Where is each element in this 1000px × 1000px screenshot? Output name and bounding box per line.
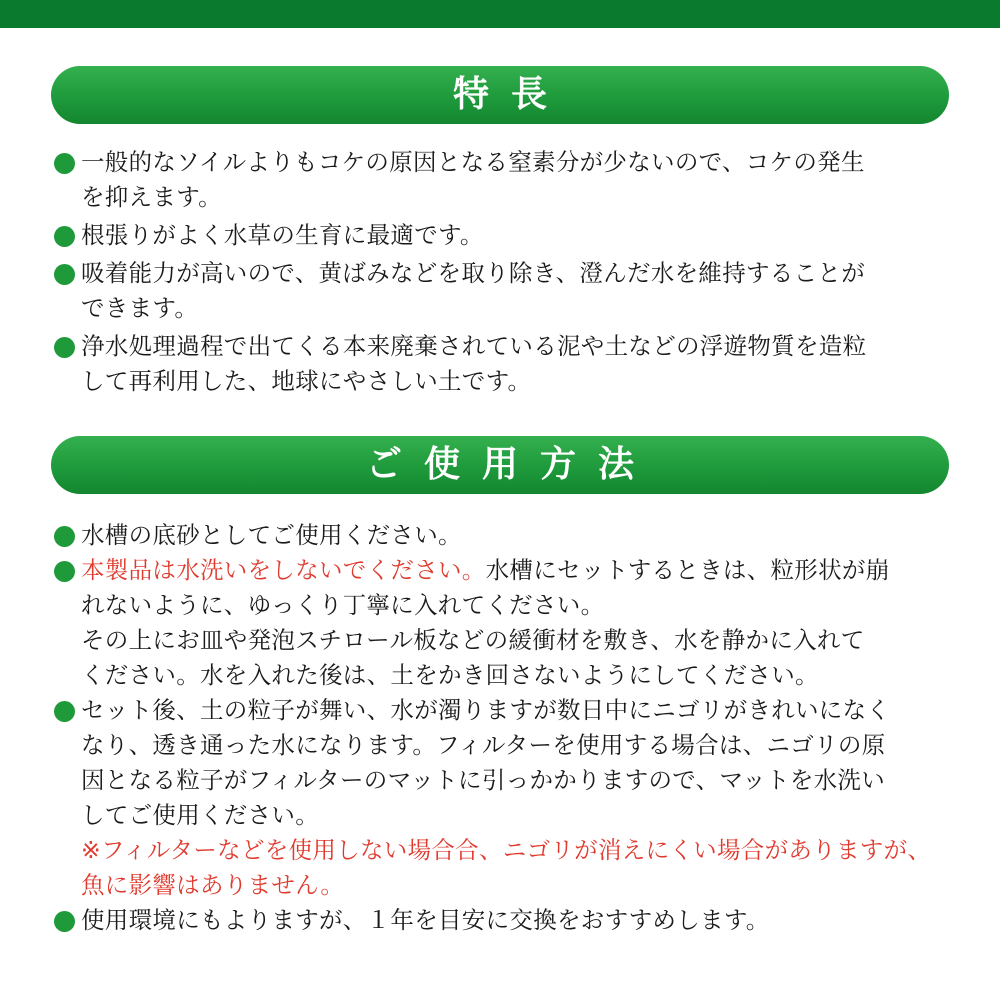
list-item-text: なり、透き通った水になります。フィルターを使用する場合は、ニゴリの原 bbox=[81, 731, 886, 759]
list-item-text: ください。水を入れた後は、土をかき回さないようにしてください。 bbox=[81, 661, 819, 689]
usage-list bbox=[52, 518, 962, 938]
usage-header bbox=[51, 436, 949, 494]
features-title: 特長 bbox=[452, 74, 569, 115]
list-item bbox=[52, 553, 962, 693]
list-item-text: 使用環境にもよりますが、１年を目安に交換をおすすめします。 bbox=[81, 906, 770, 934]
features-header bbox=[51, 66, 949, 124]
list-item-text: 水槽の底砂としてご使用ください。 bbox=[81, 521, 462, 549]
bullet-dot-icon bbox=[54, 226, 75, 247]
list-item bbox=[52, 329, 962, 399]
list-item-first-line bbox=[81, 553, 962, 588]
features-list bbox=[52, 145, 962, 399]
list-item-text: 水槽にセットするときは、粒形状が崩 bbox=[485, 556, 890, 584]
list-item-text: を抑えます。 bbox=[81, 183, 222, 211]
list-item-text: 一般的なソイルよりもコケの原因となる窒素分が少ないので、コケの発生 bbox=[81, 148, 865, 176]
note-text: 魚に影響はありません。 bbox=[81, 871, 345, 899]
list-item bbox=[52, 256, 962, 326]
note-text: ※フィルターなどを使用しない場合合、ニゴリが消えにくい場合がありますが、 bbox=[81, 836, 932, 864]
bullet-dot-icon bbox=[54, 526, 75, 547]
list-item bbox=[52, 145, 962, 215]
bullet-dot-icon bbox=[54, 701, 75, 722]
bullet-dot-icon bbox=[54, 337, 75, 358]
list-item-text: れないように、ゆっくり丁寧に入れてください。 bbox=[81, 591, 605, 619]
top-green-bar bbox=[0, 0, 1000, 28]
list-item bbox=[52, 903, 962, 938]
list-item-text: してご使用ください。 bbox=[81, 801, 319, 829]
list-item-text: セット後、土の粒子が舞い、水が濁りますが数日中にニゴリがきれいになく bbox=[81, 696, 891, 724]
list-item-text: 因となる粒子がフィルターのマットに引っかかりますので、マットを水洗い bbox=[81, 766, 886, 794]
warning-text: 本製品は水洗いをしないでください。 bbox=[81, 556, 486, 584]
list-item-text: 根張りがよく水草の生育に最適です。 bbox=[81, 221, 484, 249]
list-item-text: 浄水処理過程で出てくる本来廃棄されている泥や土などの浮遊物質を造粒 bbox=[81, 332, 867, 360]
list-item-text: できます。 bbox=[81, 294, 199, 322]
bullet-dot-icon bbox=[54, 264, 75, 285]
list-item-text: 吸着能力が高いので、黄ばみなどを取り除き、澄んだ水を維持することが bbox=[81, 259, 865, 287]
bullet-dot-icon bbox=[54, 911, 75, 932]
list-item bbox=[52, 693, 962, 903]
usage-title: ご使用方法 bbox=[365, 444, 656, 485]
list-item-text: その上にお皿や発泡スチロール板などの緩衝材を敷き、水を静かに入れて bbox=[81, 626, 865, 654]
bullet-dot-icon bbox=[54, 153, 75, 174]
list-item bbox=[52, 518, 962, 553]
bullet-dot-icon bbox=[54, 561, 75, 582]
list-item bbox=[52, 218, 962, 253]
list-item-text: して再利用した、地球にやさしい土です。 bbox=[81, 367, 532, 395]
